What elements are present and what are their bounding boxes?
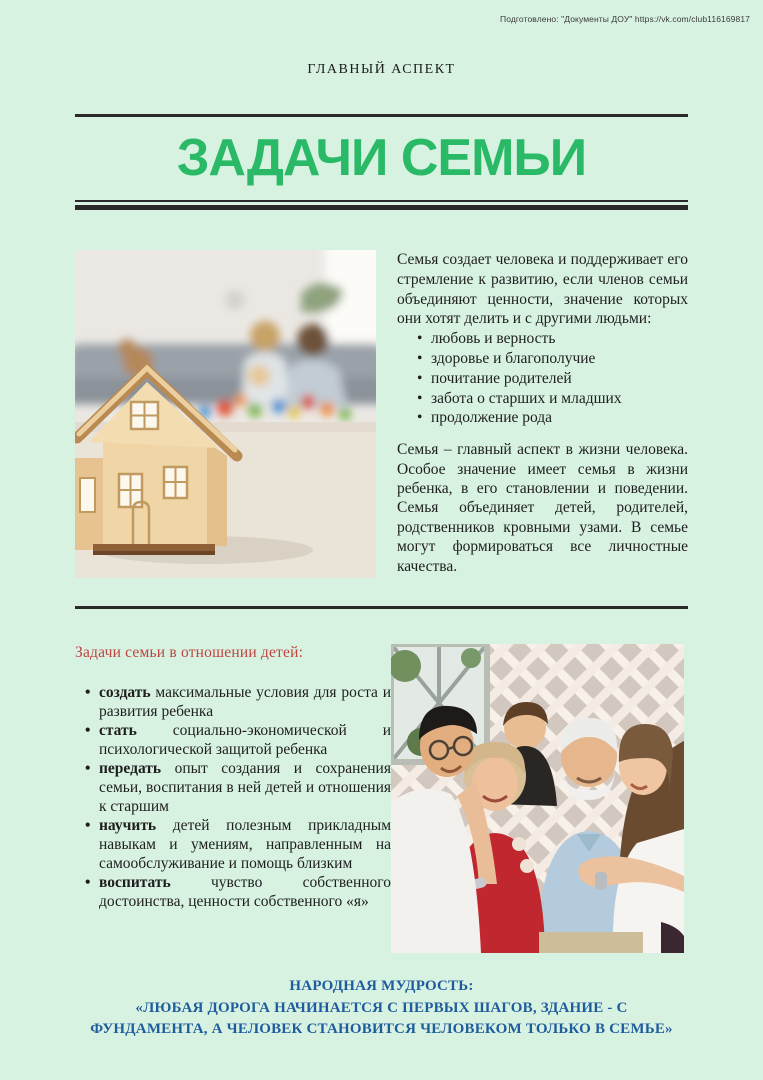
task-text: чувство собственного достоинства, ценности собственного «я» bbox=[99, 874, 392, 910]
task-lead: научить bbox=[99, 817, 157, 834]
tasks-section bbox=[75, 644, 688, 953]
kicker-heading: ГЛАВНЫЙ АСПЕКТ bbox=[307, 62, 456, 77]
list-item bbox=[85, 873, 391, 911]
divider-top bbox=[75, 114, 688, 117]
list-item bbox=[85, 816, 391, 873]
intro-paragraph-1: Семья создает человека и поддерживает его стремление к развитию, если членов семьи объединяют ценности, значение которых они хотят делить и с другими людьми: bbox=[397, 251, 688, 328]
footer-title: НАРОДНАЯ МУДРОСТЬ: bbox=[289, 978, 474, 994]
list-item bbox=[85, 759, 391, 816]
credit-line: Подготовлено: "Документы ДОУ" https://vk.com/club116169817 bbox=[500, 14, 750, 24]
task-text: максимальные условия для роста и развития ребенка bbox=[99, 684, 391, 720]
list-item: • здоровье и благополучие bbox=[417, 349, 688, 369]
list-item: • почитание родителей bbox=[417, 369, 688, 389]
page-title: ЗАДАЧИ СЕМЬИ bbox=[176, 129, 587, 187]
task-lead: передать bbox=[99, 760, 162, 777]
divider-under-title bbox=[75, 200, 688, 210]
list-item: • забота о старших и младших bbox=[417, 389, 688, 409]
wooden-house-illustration bbox=[75, 250, 376, 578]
task-text: опыт создания и сохранения семьи, воспитания в ней детей и отношения к старшим bbox=[99, 760, 391, 815]
divider-middle bbox=[75, 606, 688, 609]
intro-text-column bbox=[397, 250, 688, 578]
divider-thin-line bbox=[75, 200, 688, 202]
folk-wisdom-footer bbox=[0, 976, 763, 1041]
tasks-list bbox=[75, 683, 391, 911]
intro-paragraph-2: Семья – главный аспект в жизни человека. Особое значение имеет семья в жизни ребенка, в его становлении и поведении. Семья объединяет детей, родителей, родственников кровными узами. В семье могут формироваться все личностные качества. bbox=[397, 441, 688, 575]
family-illustration bbox=[391, 644, 684, 953]
task-lead: воспитать bbox=[99, 874, 171, 891]
list-item bbox=[85, 721, 391, 759]
tasks-heading: Задачи семьи в отношении детей: bbox=[75, 644, 304, 661]
task-text: детей полезным прикладным навыкам и умениям, направленным на самообслуживание и помощь близким bbox=[99, 817, 391, 872]
task-lead: создать bbox=[99, 684, 151, 701]
task-lead: стать bbox=[99, 722, 137, 739]
wooden-house-photo bbox=[75, 250, 376, 578]
family-values-list bbox=[397, 329, 688, 428]
list-item bbox=[85, 683, 391, 721]
tasks-text-column bbox=[75, 644, 391, 953]
list-item: • продолжение рода bbox=[417, 408, 688, 428]
task-text: социально-экономической и психологической защитой ребенка bbox=[99, 722, 391, 758]
divider-thick-line bbox=[75, 205, 688, 210]
family-photo bbox=[391, 644, 684, 953]
list-item: • любовь и верность bbox=[417, 329, 688, 349]
intro-section bbox=[75, 250, 688, 578]
footer-quote: «ЛЮБАЯ ДОРОГА НАЧИНАЕТСЯ С ПЕРВЫХ ШАГОВ, ЗДАНИЕ - С ФУНДАМЕНТА, А ЧЕЛОВЕК СТАНОВИТСЯ ЧЕЛОВЕКОМ ТОЛЬКО В СЕМЬЕ» bbox=[90, 999, 673, 1037]
